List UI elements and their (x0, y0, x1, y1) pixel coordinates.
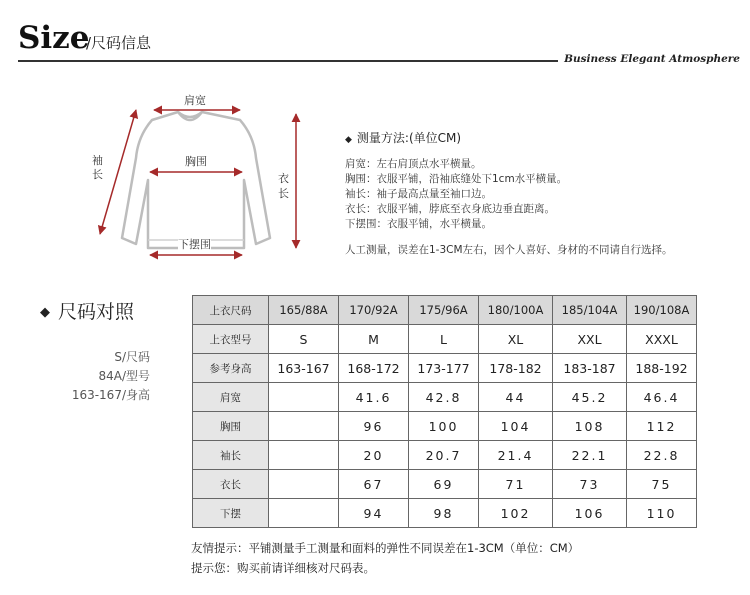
table-cell: 178-182 (479, 354, 553, 383)
length-label-top: 衣 (278, 172, 289, 185)
table-cell: 94 (339, 499, 409, 528)
table-row (193, 383, 697, 412)
length-label-bottom: 长 (278, 187, 289, 200)
table-cell: 44 (479, 383, 553, 412)
table-cell: 41.6 (339, 383, 409, 412)
note-length: 衣长：衣服平铺，脖底至衣身底边垂直距离。 (345, 203, 555, 215)
shoulder-label: 肩宽 (184, 94, 206, 107)
legend-height: 163-167/身高 (71, 388, 150, 402)
table-cell: 102 (479, 499, 553, 528)
table-cell: 183-187 (553, 354, 627, 383)
note-shoulder: 肩宽：左右肩顶点水平横量。 (345, 158, 482, 170)
row-label: 肩宽 (193, 383, 269, 412)
table-row (193, 470, 697, 499)
table-cell: 104 (479, 412, 553, 441)
size-cell: 185/104A (553, 296, 627, 325)
table-cell: 21.4 (479, 441, 553, 470)
table-cell: 46.4 (627, 383, 697, 412)
size-cell: 175/96A (409, 296, 479, 325)
note-hem: 下摆围：衣服平铺，水平横量。 (345, 218, 492, 230)
table-cell: M (339, 325, 409, 354)
diamond-bullet-icon: ◆ (345, 135, 352, 145)
table-cell: XL (479, 325, 553, 354)
table-row (193, 354, 697, 383)
table-cell (269, 383, 339, 412)
legend-model: 84A/型号 (98, 369, 150, 383)
brand-tagline: Business Elegant Atmosphere (558, 51, 740, 67)
table-cell: L (409, 325, 479, 354)
measure-disclaimer: 人工测量，误差在1-3CM左右，因个人喜好、身材的不同请自行选择。 (345, 244, 673, 256)
table-cell: 112 (627, 412, 697, 441)
legend-size: S/尺码 (114, 350, 150, 364)
table-header-label: 上衣尺码 (193, 296, 269, 325)
footer-reminder: 提示您：购买前请详细核对尺码表。 (191, 561, 375, 575)
table-cell: 173-177 (409, 354, 479, 383)
note-chest: 胸围：衣服平铺，沿袖底缝处下1cm水平横量。 (345, 173, 568, 185)
table-row (193, 499, 697, 528)
size-cell: 180/100A (479, 296, 553, 325)
table-row (193, 325, 697, 354)
table-row (193, 441, 697, 470)
table-cell (269, 412, 339, 441)
size-cell: 190/108A (627, 296, 697, 325)
table-cell: 67 (339, 470, 409, 499)
table-cell: 73 (553, 470, 627, 499)
table-cell: 20.7 (409, 441, 479, 470)
table-cell (269, 441, 339, 470)
size-table (192, 295, 697, 528)
table-cell: 45.2 (553, 383, 627, 412)
measure-method-title: ◆ 测量方法:(单位CM) (345, 131, 462, 145)
sleeve-label-bottom: 长 (92, 168, 103, 181)
size-chart-title: ◆ 尺码对照 (40, 301, 135, 323)
table-cell (269, 470, 339, 499)
table-cell: XXL (553, 325, 627, 354)
page-subtitle: /尺码信息 (86, 34, 152, 52)
table-cell: 106 (553, 499, 627, 528)
table-cell: 108 (553, 412, 627, 441)
chest-label: 胸围 (185, 155, 207, 168)
page-title: Size (18, 20, 90, 56)
note-sleeve: 袖长：袖子最高点量至袖口边。 (345, 188, 492, 200)
table-cell: 69 (409, 470, 479, 499)
table-cell: 168-172 (339, 354, 409, 383)
table-cell: S (269, 325, 339, 354)
sleeve-label-top: 袖 (92, 154, 103, 167)
table-cell: 188-192 (627, 354, 697, 383)
size-cell: 170/92A (339, 296, 409, 325)
hem-label: 下摆围 (178, 238, 211, 251)
row-label: 上衣型号 (193, 325, 269, 354)
garment-outline (122, 112, 270, 248)
row-label: 下摆 (193, 499, 269, 528)
size-cell: 165/88A (269, 296, 339, 325)
table-cell: 110 (627, 499, 697, 528)
table-cell: 96 (339, 412, 409, 441)
table-cell: 75 (627, 470, 697, 499)
table-cell: 98 (409, 499, 479, 528)
table-cell: 22.1 (553, 441, 627, 470)
table-cell: 163-167 (269, 354, 339, 383)
table-cell: 42.8 (409, 383, 479, 412)
table-row (193, 412, 697, 441)
row-label: 衣长 (193, 470, 269, 499)
table-cell: 22.8 (627, 441, 697, 470)
row-label: 袖长 (193, 441, 269, 470)
garment-measure-diagram (78, 88, 318, 268)
table-header-row (193, 296, 697, 325)
footer-tip: 友情提示：平铺测量手工测量和面料的弹性不同误差在1-3CM（单位：CM） (191, 541, 580, 555)
row-label: 参考身高 (193, 354, 269, 383)
table-cell (269, 499, 339, 528)
row-label: 胸围 (193, 412, 269, 441)
table-cell: 20 (339, 441, 409, 470)
table-cell: XXXL (627, 325, 697, 354)
table-cell: 71 (479, 470, 553, 499)
table-cell: 100 (409, 412, 479, 441)
diamond-bullet-icon: ◆ (40, 305, 50, 320)
